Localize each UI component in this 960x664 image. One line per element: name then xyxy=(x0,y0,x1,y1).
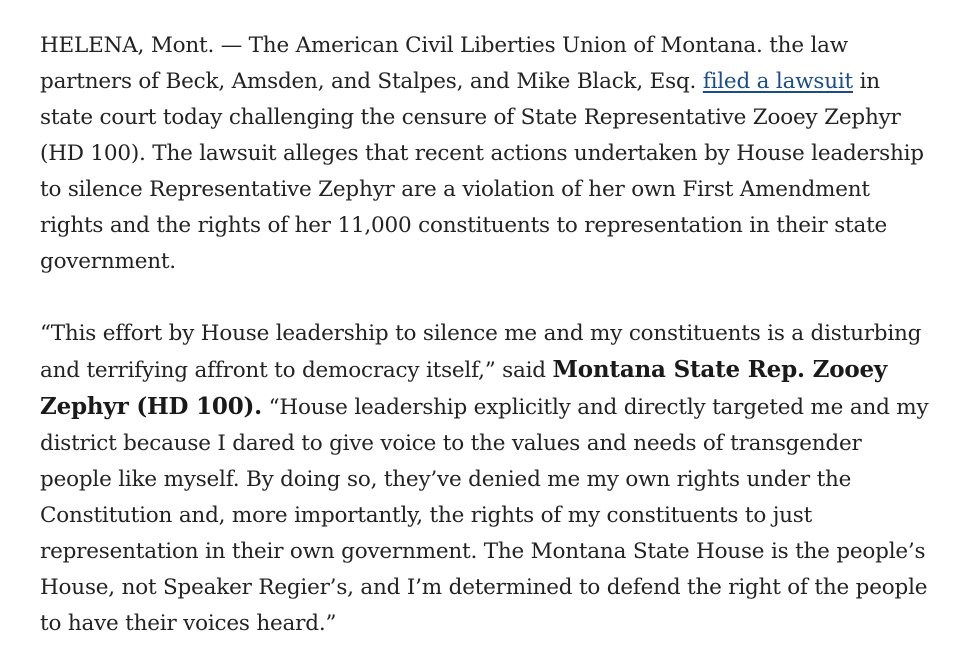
article-paragraph-2 xyxy=(40,316,930,642)
quote-opening-text: “This effort by House leadership to silence me and my constituents is a disturbing and terrifying affront to democracy itself,” said xyxy=(40,321,922,383)
filed-lawsuit-link[interactable]: filed a lawsuit xyxy=(702,69,853,94)
paragraph-1-text-end: in state court today challenging the censure of State Representative Zooey Zephyr (HD 100). The lawsuit alleges that recent actions undertaken by House leadership to silence Representative Zephyr are a violation of her own First Amendment rights and the rights of her 11,000 constituents to representation in their state government. xyxy=(40,69,924,274)
article-body xyxy=(40,28,930,642)
quote-body-text: “House leadership explicitly and directly targeted me and my district because I dared to give voice to the values and needs of transgender people like myself. By doing so, they’ve denied me my own rights under the Constitution and, more importantly, the rights of my constituents to just representation in their own government. The Montana State House is the people’s House, not Speaker Regier’s, and I’m determined to defend the right of the people to have their voices heard.” xyxy=(40,395,929,636)
paragraph-1-text-start: HELENA, Mont. — The American Civil Liberties Union of Montana. the law partners of Beck, Amsden, and Stalpes, and Mike Black, Esq. xyxy=(40,33,848,94)
article-paragraph-1 xyxy=(40,28,930,280)
speaker-name: Montana State Rep. Zooey Zephyr (HD 100). xyxy=(40,356,888,420)
